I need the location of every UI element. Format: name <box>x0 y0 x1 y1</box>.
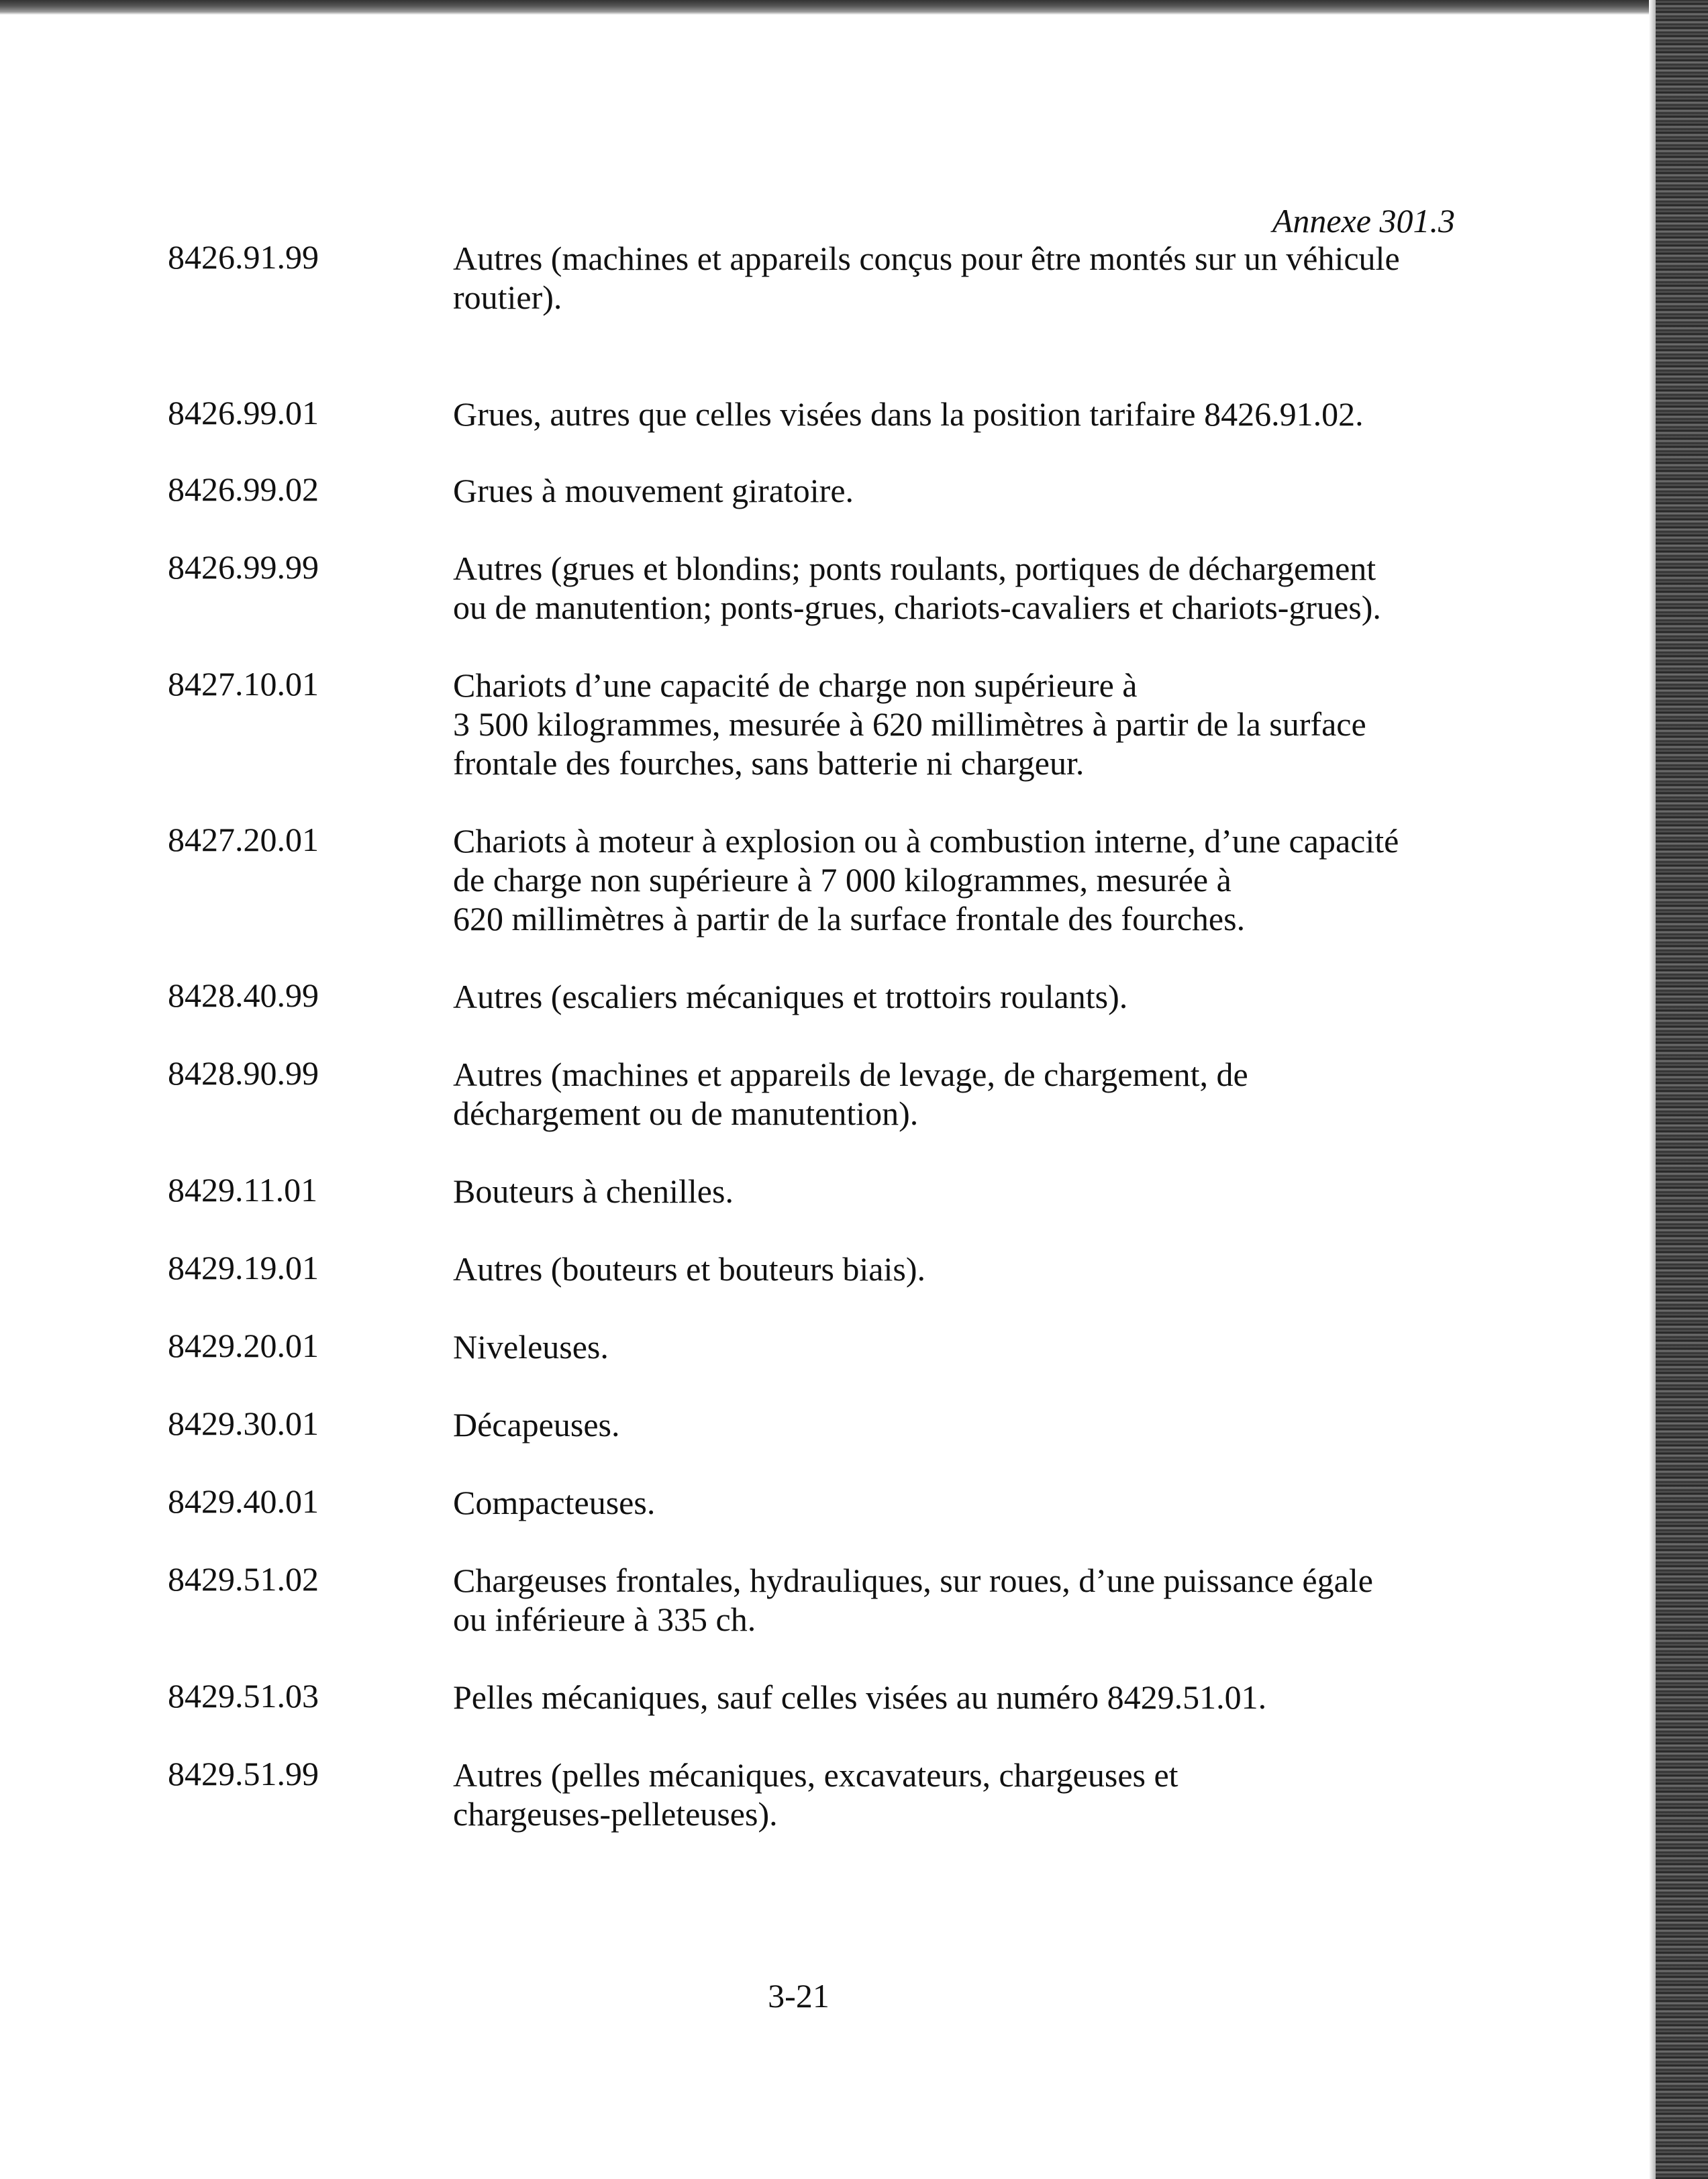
description-line: Pelles mécaniques, sauf celles visées au numéro 8429.51.01. <box>453 1678 1267 1716</box>
description-line: ou de manutention; ponts-grues, chariots-cavaliers et chariots-grues). <box>453 589 1381 626</box>
annex-header: Annexe 301.3 <box>1272 202 1455 240</box>
description-line: Bouteurs à chenilles. <box>453 1172 734 1210</box>
tariff-code: 8427.20.01 <box>168 821 319 858</box>
description-line: Autres (pelles mécaniques, excavateurs, chargeuses et <box>453 1756 1178 1794</box>
scan-right-border <box>1656 0 1708 2179</box>
tariff-description <box>453 977 1433 1016</box>
tariff-code: 8426.99.99 <box>168 548 319 586</box>
tariff-code: 8427.10.01 <box>168 665 319 703</box>
tariff-description <box>453 471 1433 510</box>
tariff-code: 8429.51.99 <box>168 1755 319 1792</box>
description-line: Compacteuses. <box>453 1484 656 1521</box>
tariff-code: 8429.51.02 <box>168 1560 319 1598</box>
description-line: Autres (machines et appareils conçus pour être montés sur un véhicule <box>453 240 1400 277</box>
description-line: Autres (machines et appareils de levage, de chargement, de <box>453 1056 1248 1093</box>
tariff-description <box>453 549 1433 627</box>
scan-right-shadow <box>1649 0 1656 2179</box>
description-line: Chariots à moteur à explosion ou à combustion interne, d’une capacité <box>453 822 1399 860</box>
tariff-description <box>453 666 1433 782</box>
description-line: Chariots d’une capacité de charge non supérieure à <box>453 666 1138 704</box>
page-number: 3-21 <box>768 1977 830 2015</box>
tariff-description <box>453 239 1433 317</box>
tariff-description <box>453 1561 1433 1639</box>
description-line: Chargeuses frontales, hydrauliques, sur roues, d’une puissance égale <box>453 1562 1373 1599</box>
description-line: Autres (grues et blondins; ponts roulants, portiques de déchargement <box>453 550 1376 587</box>
tariff-code: 8429.20.01 <box>168 1327 319 1364</box>
description-line: déchargement ou de manutention). <box>453 1095 919 1132</box>
tariff-entry-list <box>168 0 1456 2179</box>
tariff-description <box>453 1756 1433 1833</box>
description-line: 3 500 kilogrammes, mesurée à 620 millimètres à partir de la surface <box>453 705 1366 743</box>
description-line: Autres (escaliers mécaniques et trottoirs roulants). <box>453 978 1128 1015</box>
tariff-code: 8428.40.99 <box>168 976 319 1014</box>
description-line: ou inférieure à 335 ch. <box>453 1601 756 1638</box>
tariff-code: 8429.30.01 <box>168 1405 319 1442</box>
tariff-code: 8429.40.01 <box>168 1482 319 1520</box>
tariff-description <box>453 1172 1433 1211</box>
tariff-description <box>453 1678 1433 1717</box>
description-line: frontale des fourches, sans batterie ni chargeur. <box>453 744 1085 782</box>
tariff-description <box>453 395 1433 434</box>
description-line: 620 millimètres à partir de la surface frontale des fourches. <box>453 900 1246 938</box>
tariff-code: 8426.99.02 <box>168 470 319 508</box>
tariff-code: 8429.11.01 <box>168 1171 318 1209</box>
tariff-code: 8429.51.03 <box>168 1677 319 1715</box>
tariff-description <box>453 1405 1433 1444</box>
tariff-description <box>453 1055 1433 1133</box>
tariff-description <box>453 1327 1433 1366</box>
description-line: chargeuses-pelleteuses). <box>453 1795 778 1833</box>
description-line: Grues, autres que celles visées dans la position tarifaire 8426.91.02. <box>453 395 1364 433</box>
description-line: Niveleuses. <box>453 1328 609 1366</box>
tariff-description <box>453 1483 1433 1522</box>
description-line: Autres (bouteurs et bouteurs biais). <box>453 1250 926 1288</box>
description-line: Décapeuses. <box>453 1406 620 1443</box>
description-line: de charge non supérieure à 7 000 kilogrammes, mesurée à <box>453 861 1232 899</box>
description-line: Grues à mouvement giratoire. <box>453 472 854 509</box>
tariff-code: 8426.99.01 <box>168 394 319 432</box>
tariff-code: 8429.19.01 <box>168 1249 319 1286</box>
tariff-code: 8428.90.99 <box>168 1054 319 1092</box>
tariff-description <box>453 821 1433 938</box>
description-line: routier). <box>453 278 562 316</box>
tariff-description <box>453 1250 1433 1288</box>
tariff-code: 8426.91.99 <box>168 238 319 276</box>
